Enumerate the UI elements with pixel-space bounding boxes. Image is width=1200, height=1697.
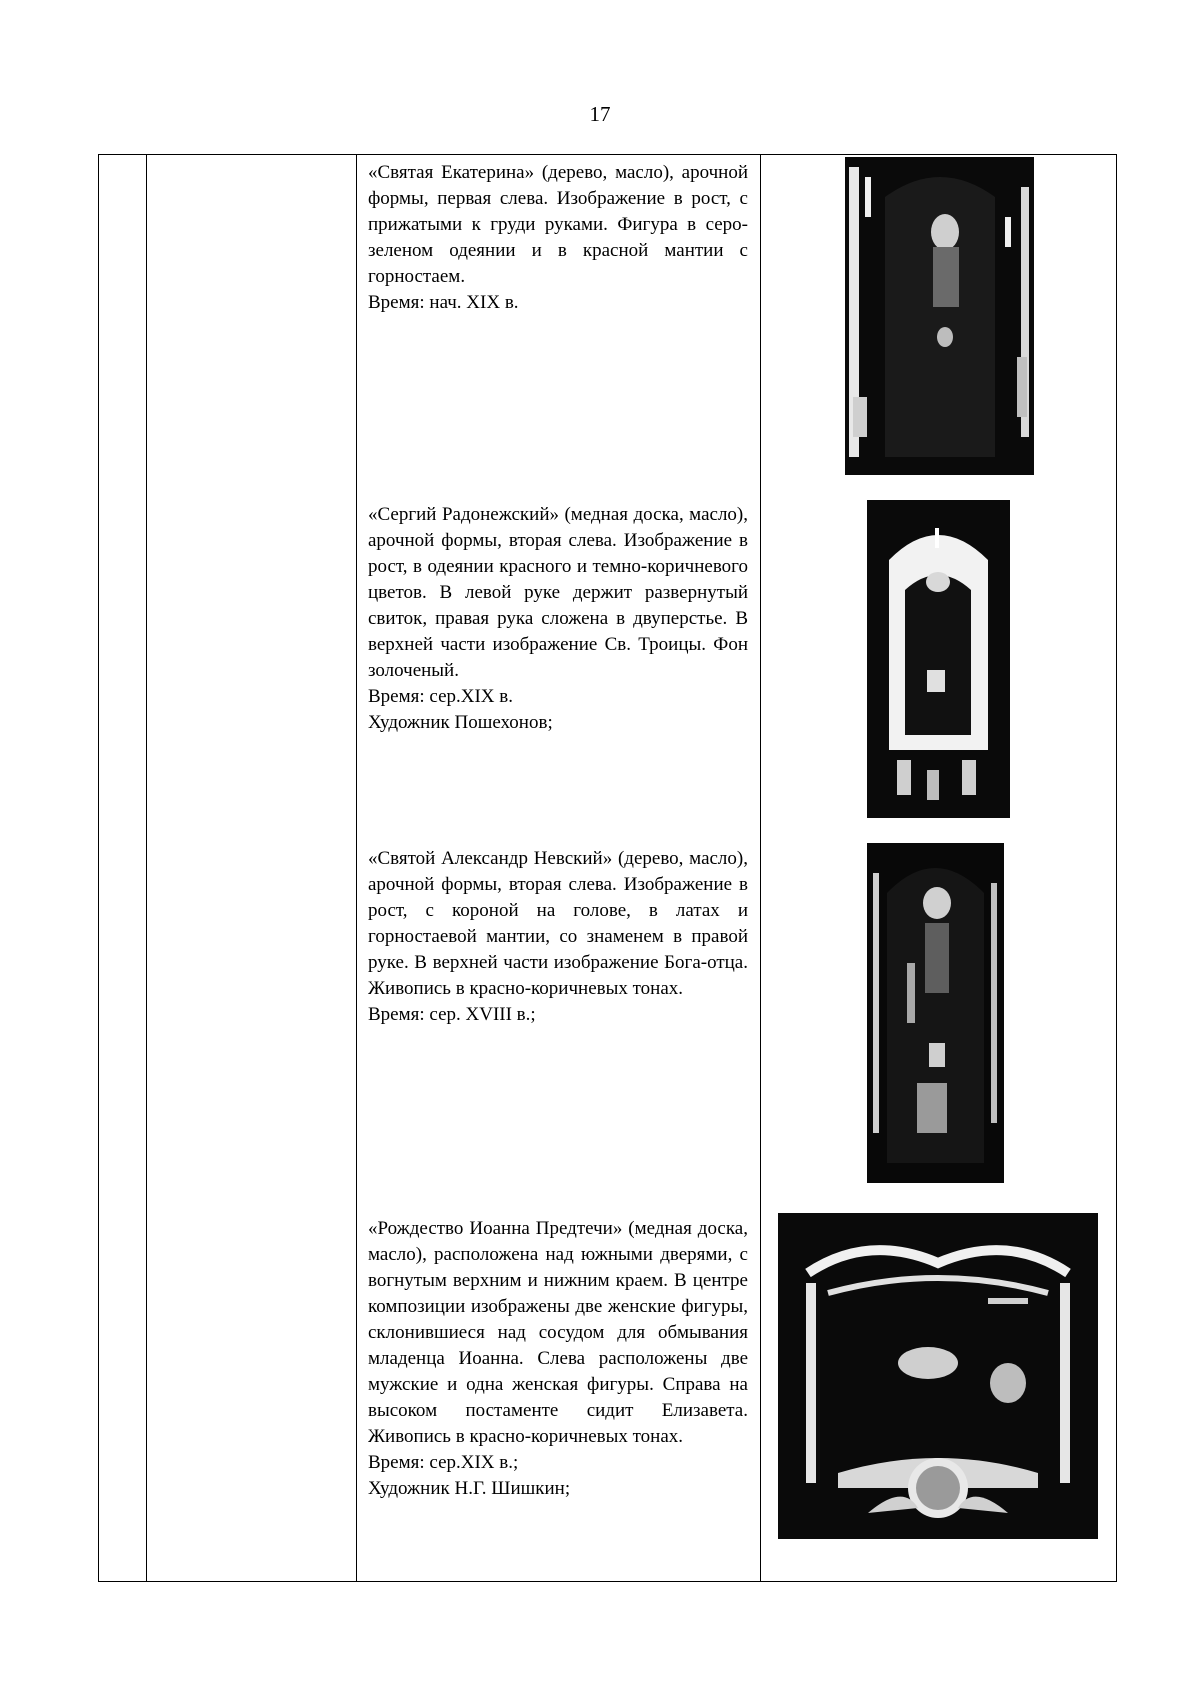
icon-entry-alexander-nevsky [368,846,748,1028]
column-divider-1 [146,154,147,1582]
icon-entry-saint-catherine [368,160,748,316]
icon-photo-sergius-radonezh [867,500,1010,818]
entry-description: «Рождество Иоанна Предтечи» (медная доска, масло), расположена над южными дверями, с вогнутым верхним и нижним краем. В центре композиции изображены две женские фигуры, склонившиеся над сосудом для обмывания младенца Иоанна. Слева расположены две мужские и одна женская фигуры. Справа на высоком постаменте сидит Елизавета. Живопись в красно-коричневых тонах. [368,1218,748,1447]
entry-artist: Художник Н.Г. Шишкин; [368,1478,571,1499]
entry-description: «Сергий Радонежский» (медная доска, масло), арочной формы, вторая слева. Изображение в рост, в одеянии красного и темно-коричневого цветов. В левой руке держит развернутый свиток, правая рука сложена в двуперстье. В верхней части изображение Св. Троицы. Фон золоченый. [368,504,748,681]
entry-time: Время: нач. XIX в. [368,292,519,313]
icon-entry-nativity-john-baptist [368,1216,748,1502]
entry-time: Время: сер. XVIII в.; [368,1004,536,1025]
entry-description: «Святой Александр Невский» (дерево, масло), арочной формы, вторая слева. Изображение в рост, с короной на голове, в латах и горностаевой мантии, со знаменем в правой руке. В верхней части изображение Бога-отца. Живопись в красно-коричневых тонах. [368,848,748,999]
entry-artist: Художник Пошехонов; [368,712,553,733]
entry-time: Время: сер.XIX в. [368,686,513,707]
icon-photo-nativity-john-baptist [778,1213,1098,1539]
column-divider-2 [356,154,357,1582]
page-number: 17 [589,102,611,126]
icon-entry-sergius-radonezh [368,502,748,736]
entry-description: «Святая Екатерина» (дерево, масло), арочной формы, первая слева. Изображение в рост, с прижатыми к груди руками. Фигура в серо-зеленом одеянии и в красной мантии с горностаем. [368,162,748,287]
column-divider-3 [760,154,761,1582]
entry-time: Время: сер.XIX в.; [368,1452,519,1473]
icon-photo-saint-catherine [845,157,1034,475]
icon-photo-alexander-nevsky [867,843,1004,1183]
